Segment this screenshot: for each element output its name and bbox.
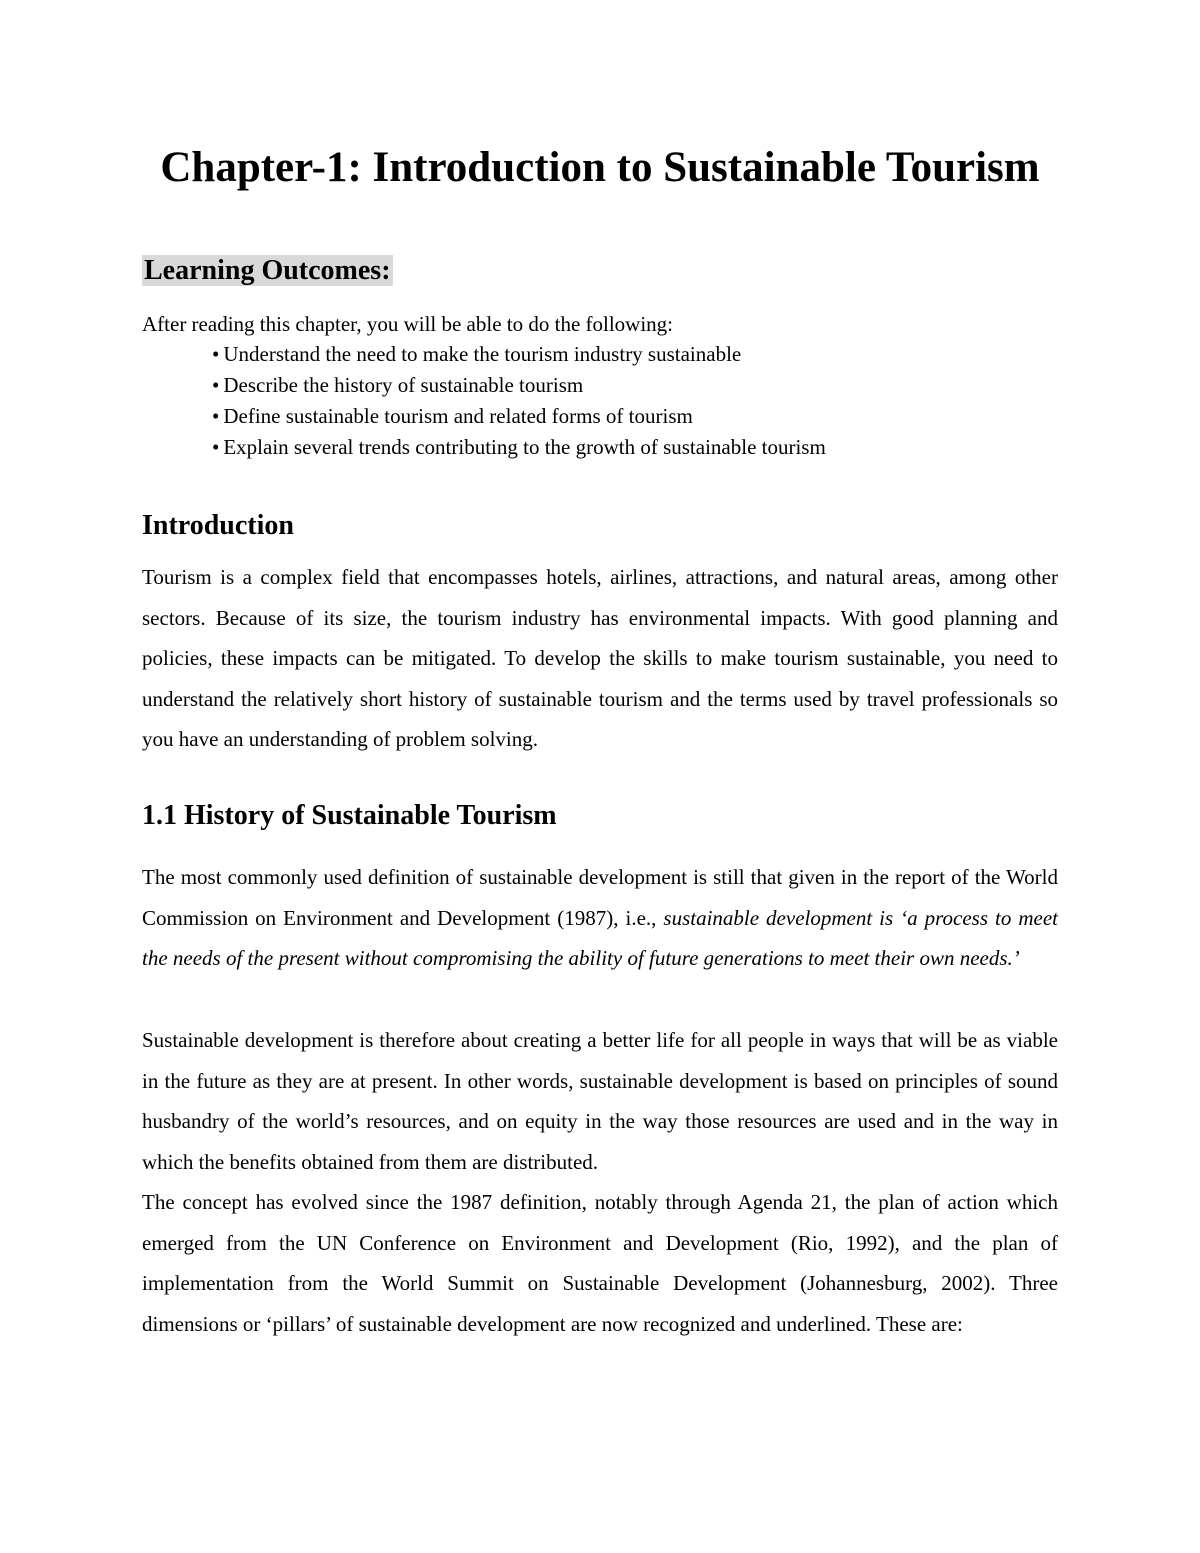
list-item-text: Describe the history of sustainable tourism bbox=[223, 373, 584, 397]
introduction-heading: Introduction bbox=[142, 510, 294, 541]
history-heading: 1.1 History of Sustainable Tourism bbox=[142, 800, 557, 831]
history-paragraph-definition bbox=[142, 857, 1058, 979]
learning-outcomes-heading bbox=[142, 252, 393, 290]
list-item bbox=[212, 401, 826, 432]
bullet-icon: • bbox=[212, 404, 220, 428]
learning-outcomes-list bbox=[212, 339, 826, 463]
introduction-paragraph: Tourism is a complex field that encompasses hotels, airlines, attractions, and natural areas, among other sectors. Because of its size, the tourism industry has environmental impacts. With good planning and policies, these impacts can be mitigated. To develop the skills to make tourism sustainable, you need to understand the relatively short history of sustainable tourism and the terms used by travel professionals so you have an understanding of problem solving. bbox=[142, 565, 1058, 751]
list-item bbox=[212, 432, 826, 463]
list-item-text: Explain several trends contributing to the growth of sustainable tourism bbox=[223, 435, 826, 459]
history-paragraph-concept-evolution: The concept has evolved since the 1987 definition, notably through Agenda 21, the plan of action which emerged from the UN Conference on Environment and Development (Rio, 1992), and the plan of implementation from the World Summit on Sustainable Development (Johannesburg, 2002). Three dimensions or ‘pillars’ of sustainable development are now recognized and underlined. These are: bbox=[142, 1190, 1058, 1336]
definition-quote: sustainable development is ‘a process to meet the needs of the present without compromising the ability of future generations to meet their own needs.’ bbox=[142, 905, 1058, 970]
learning-outcomes-intro: After reading this chapter, you will be able to do the following: bbox=[142, 312, 674, 336]
bullet-icon: • bbox=[212, 373, 220, 397]
list-item bbox=[212, 339, 826, 370]
bullet-icon: • bbox=[212, 435, 220, 459]
learning-outcomes-heading-text: Learning Outcomes: bbox=[144, 255, 391, 286]
list-item bbox=[212, 370, 826, 401]
history-paragraph-definition-text: The most commonly used definition of sustainable development is still that given in the report of the World Commission on Environment and Development (1987), i.e., bbox=[142, 865, 1058, 930]
list-item-text: Define sustainable tourism and related forms of tourism bbox=[223, 404, 693, 428]
bullet-icon: • bbox=[212, 342, 220, 366]
list-item-text: Understand the need to make the tourism industry sustainable bbox=[223, 342, 742, 366]
chapter-title: Chapter-1: Introduction to Sustainable Tourism bbox=[160, 144, 1040, 191]
history-paragraph-sustainable-development: Sustainable development is therefore about creating a better life for all people in ways that will be as viable in the future as they are at present. In other words, sustainable development is based on principles of sound husbandry of the world’s resources, and on equity in the way those resources are used and in the way in which the benefits obtained from them are distributed. bbox=[142, 1028, 1058, 1174]
